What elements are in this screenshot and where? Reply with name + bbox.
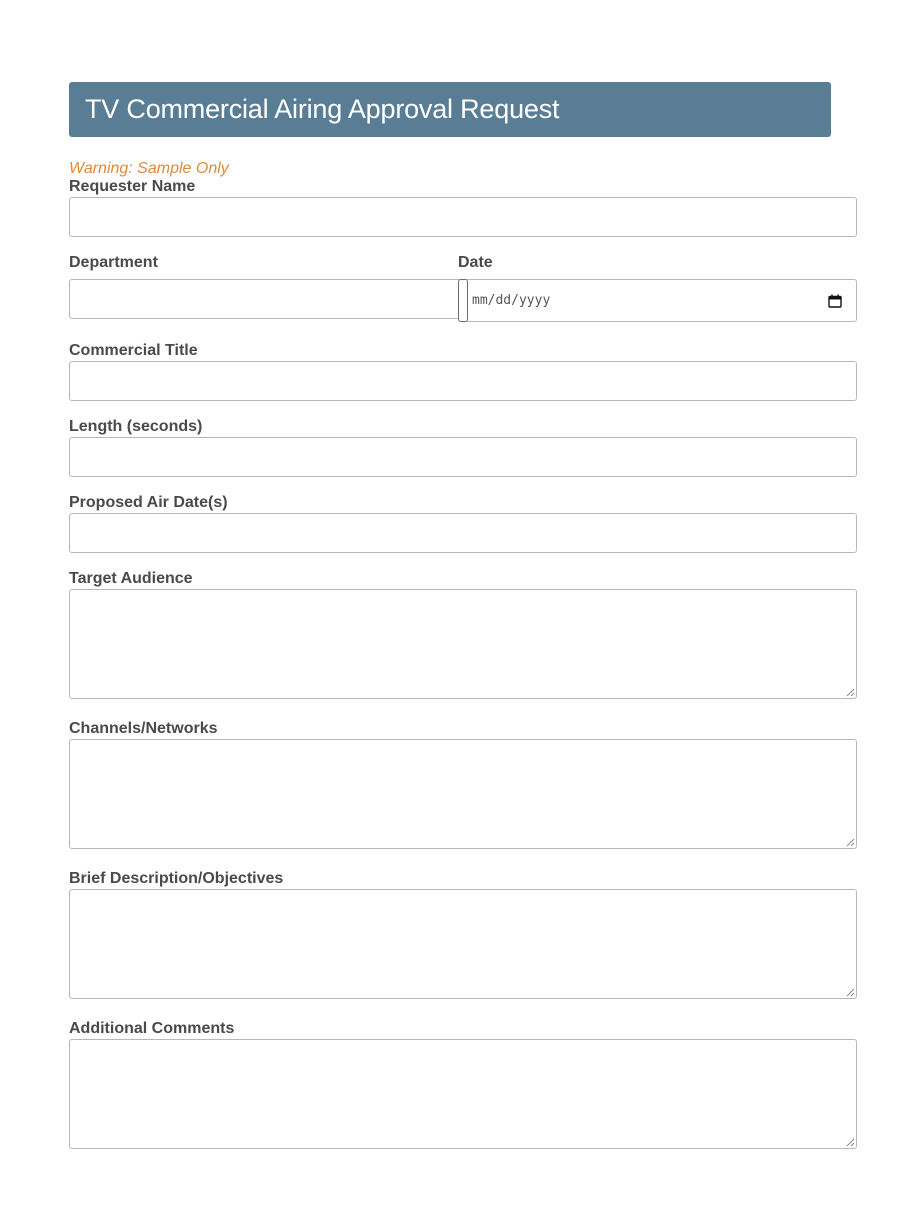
requester-name-label: Requester Name xyxy=(69,178,196,195)
department-date-row xyxy=(69,254,857,322)
requester-name-input[interactable] xyxy=(69,197,857,237)
commercial-title-label: Commercial Title xyxy=(69,342,198,359)
resize-grip-icon[interactable] xyxy=(846,838,855,847)
sample-warning: Warning: Sample Only xyxy=(69,160,229,177)
focus-caret xyxy=(458,279,468,322)
proposed-air-dates-input[interactable] xyxy=(69,513,857,553)
resize-grip-icon[interactable] xyxy=(846,688,855,697)
form-title: TV Commercial Airing Approval Request xyxy=(85,94,560,124)
target-audience-label: Target Audience xyxy=(69,570,193,587)
date-column xyxy=(458,254,857,322)
comments-label: Additional Comments xyxy=(69,1020,235,1037)
description-label: Brief Description/Objectives xyxy=(69,870,284,887)
date-input[interactable] xyxy=(458,279,857,322)
length-label: Length (seconds) xyxy=(69,418,203,435)
date-label: Date xyxy=(458,254,493,271)
date-placeholder: mm/dd/yyyy xyxy=(472,293,551,308)
target-audience-textarea[interactable] xyxy=(69,589,857,699)
calendar-icon[interactable] xyxy=(828,294,842,308)
channels-textarea[interactable] xyxy=(69,739,857,849)
department-label: Department xyxy=(69,254,158,271)
commercial-title-input[interactable] xyxy=(69,361,857,401)
form-header xyxy=(69,82,831,137)
department-input[interactable] xyxy=(69,279,468,319)
length-input[interactable] xyxy=(69,437,857,477)
proposed-air-dates-label: Proposed Air Date(s) xyxy=(69,494,228,511)
resize-grip-icon[interactable] xyxy=(846,988,855,997)
resize-grip-icon[interactable] xyxy=(846,1138,855,1147)
comments-textarea[interactable] xyxy=(69,1039,857,1149)
channels-label: Channels/Networks xyxy=(69,720,218,737)
description-textarea[interactable] xyxy=(69,889,857,999)
approval-form xyxy=(69,82,857,1149)
department-column xyxy=(69,254,458,322)
